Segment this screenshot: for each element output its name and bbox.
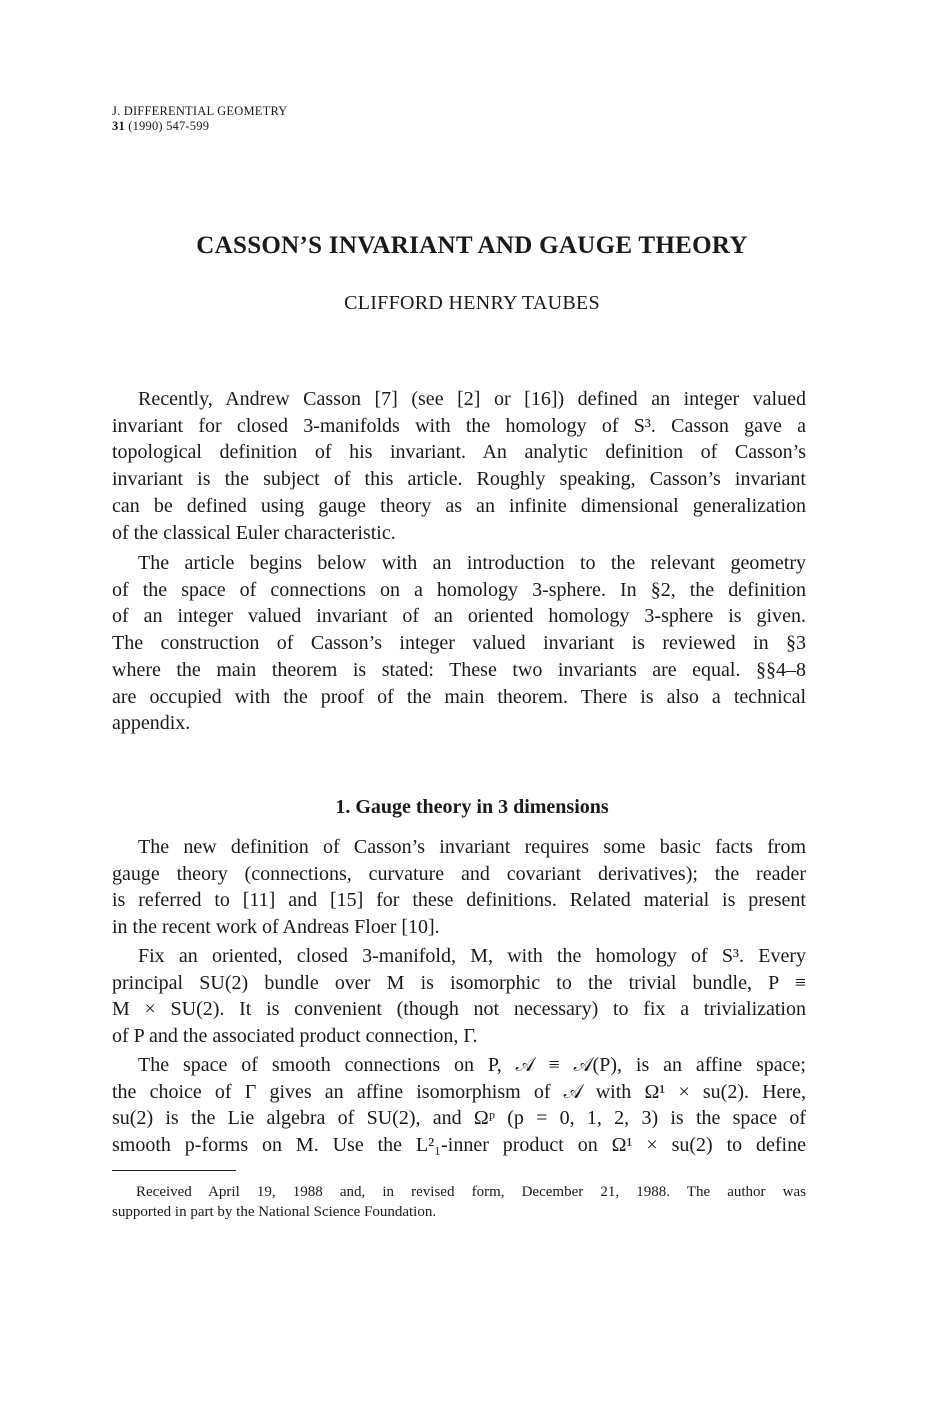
- footnote-divider: [112, 1170, 236, 1171]
- journal-header: [112, 104, 288, 134]
- text-line: The article begins below with an introduction to the relevant geometry: [138, 552, 806, 574]
- text-line: of the classical Euler characteristic.: [112, 521, 396, 544]
- journal-volume: 31: [112, 119, 125, 133]
- text-line: is referred to [11] and [15] for these definitions. Related material is present: [112, 889, 806, 912]
- text-line: the choice of Γ gives an affine isomorphism of 𝒜 with Ω¹ × su(2). Here,: [112, 1080, 806, 1103]
- text-line: smooth p-forms on M. Use the L²₁-inner product on Ω¹ × su(2) to define: [112, 1134, 806, 1157]
- section-paragraph-2: [112, 943, 806, 1050]
- section-heading: 1. Gauge theory in 3 dimensions: [335, 796, 609, 818]
- abstract-paragraph-2: [112, 550, 806, 737]
- text-line: The construction of Casson’s integer valued invariant is reviewed in §3: [112, 632, 806, 655]
- text-line: of P and the associated product connection, Γ.: [112, 1025, 478, 1048]
- journal-name: J. DIFFERENTIAL GEOMETRY: [112, 104, 288, 118]
- abstract-paragraph-1: [112, 386, 806, 546]
- footnote-line: supported in part by the National Science Foundation.: [112, 1204, 437, 1220]
- text-line: appendix.: [112, 712, 191, 735]
- text-line: principal SU(2) bundle over M is isomorphic to the trivial bundle, P ≡: [112, 971, 806, 994]
- text-line: where the main theorem is stated: These two invariants are equal. §§4–8: [112, 658, 806, 681]
- journal-volume-line: [112, 119, 288, 134]
- text-line: gauge theory (connections, curvature and covariant derivatives); the reader: [112, 862, 806, 885]
- text-line: M × SU(2). It is convenient (though not necessary) to fix a trivialization: [112, 998, 806, 1021]
- text-line: su(2) is the Lie algebra of SU(2), and Ωᵖ (p = 0, 1, 2, 3) is the space of: [112, 1107, 806, 1130]
- footnote: [112, 1182, 806, 1222]
- text-line: are occupied with the proof of the main theorem. There is also a technical: [112, 685, 806, 708]
- text-line: in the recent work of Andreas Floer [10].: [112, 916, 440, 939]
- text-line: The space of smooth connections on P, 𝒜 ≡ 𝒜(P), is an affine space;: [138, 1054, 806, 1076]
- text-line: invariant is the subject of this article. Roughly speaking, Casson’s invariant: [112, 468, 806, 491]
- footnote-line: Received April 19, 1988 and, in revised form, December 21, 1988. The author was: [136, 1184, 806, 1200]
- text-line: Recently, Andrew Casson [7] (see [2] or [16]) defined an integer valued: [138, 388, 806, 410]
- text-line: invariant for closed 3-manifolds with the homology of S³. Casson gave a: [112, 414, 806, 437]
- paper-title: CASSON’S INVARIANT AND GAUGE THEORY: [196, 232, 748, 259]
- text-line: Fix an oriented, closed 3-manifold, M, with the homology of S³. Every: [138, 945, 806, 967]
- section-paragraph-1: [112, 834, 806, 941]
- text-line: of the space of connections on a homology 3-sphere. In §2, the definition: [112, 578, 806, 601]
- paper-author: CLIFFORD HENRY TAUBES: [344, 292, 600, 314]
- journal-year-pages: (1990) 547-599: [128, 119, 210, 133]
- text-line: can be defined using gauge theory as an infinite dimensional generalization: [112, 494, 806, 517]
- text-line: of an integer valued invariant of an oriented homology 3-sphere is given.: [112, 605, 806, 628]
- text-line: The new definition of Casson’s invariant requires some basic facts from: [138, 836, 806, 858]
- text-line: topological definition of his invariant. An analytic definition of Casson’s: [112, 441, 806, 464]
- section-paragraph-3: [112, 1052, 806, 1159]
